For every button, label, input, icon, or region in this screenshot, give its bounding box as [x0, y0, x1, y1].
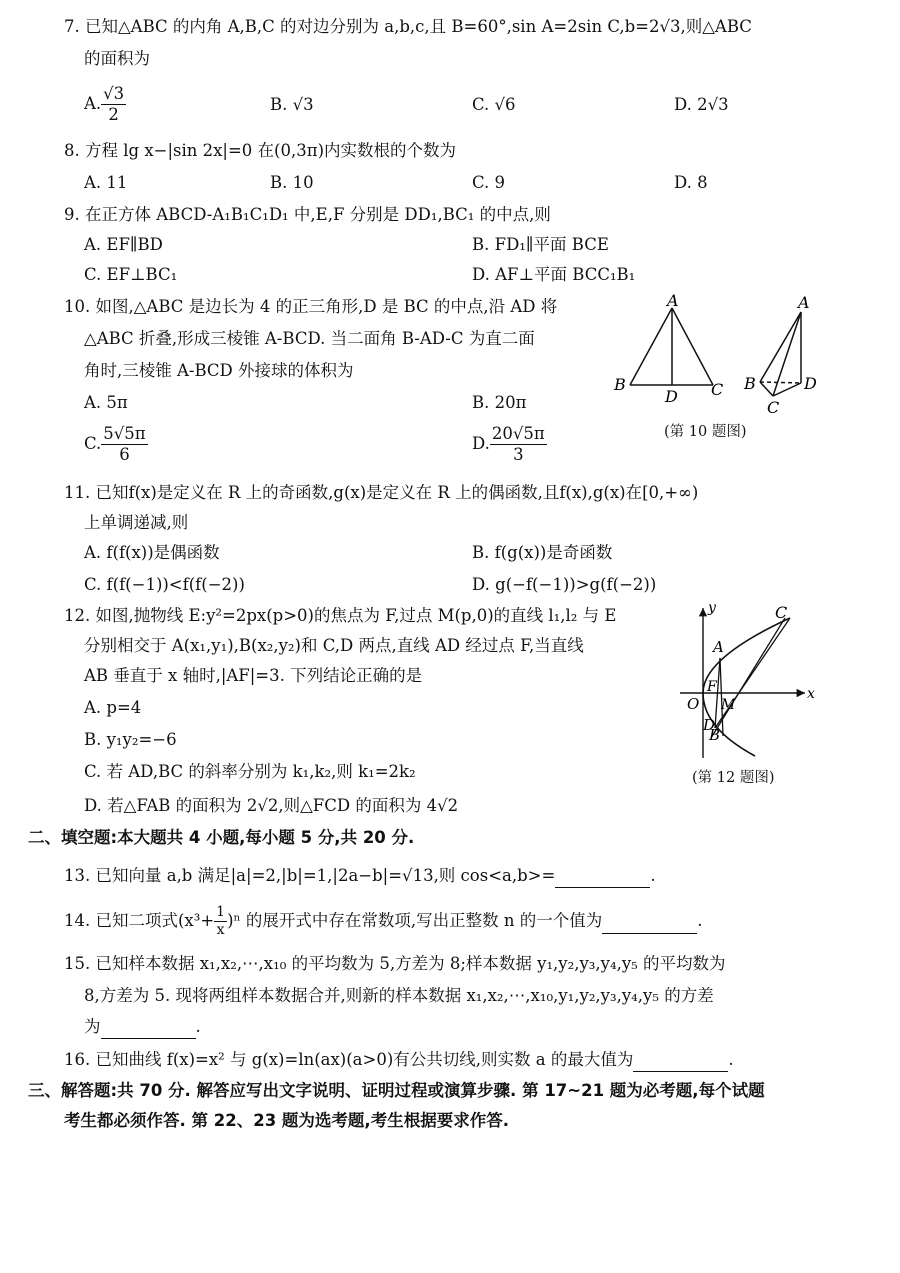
q10-flat-triangle	[630, 308, 713, 385]
q12-label-C: C	[775, 603, 788, 622]
section-3-heading-line1: 三、解答题:共 70 分. 解答应写出文字说明、证明过程或演算步骤. 第 17~21 题为必考题,每个试题	[28, 1081, 765, 1100]
q10-stem-line3: 角时,三棱锥 A-BCD 外接球的体积为	[84, 361, 354, 380]
q8-option-a: A. 11	[84, 173, 128, 192]
q10-c-label: C.	[84, 434, 102, 453]
q13-end: .	[650, 866, 656, 885]
q14-end: .	[697, 911, 703, 930]
q14-denominator: x	[216, 922, 225, 938]
q10-c-denominator: 6	[119, 445, 130, 464]
q8-option-b: B. 10	[270, 173, 314, 192]
q10-label-D1: D	[665, 387, 678, 406]
q10-option-a: A. 5π	[84, 393, 128, 412]
q9-option-a: A. EF∥BD	[84, 235, 163, 254]
q10-d-numerator: 20√5π	[491, 424, 545, 443]
q13-answer-blank[interactable]	[555, 865, 650, 888]
section-2-heading: 二、填空题:本大题共 4 小题,每小题 5 分,共 20 分.	[28, 828, 415, 847]
q14-pre: 14. 已知二项式(x³+	[64, 911, 215, 930]
q12-label-O: O	[687, 695, 700, 713]
q10-stem-line2: △ABC 折叠,形成三棱锥 A-BCD. 当二面角 B-AD-C 为直二面	[84, 329, 535, 348]
q7-option-a-label: A.	[84, 94, 102, 113]
q8-option-c: C. 9	[472, 173, 506, 192]
q10-c-fraction	[101, 424, 147, 465]
q12-option-d: D. 若△FAB 的面积为 2√2,则△FCD 的面积为 4√2	[84, 796, 459, 815]
q16-text: 16. 已知曲线 f(x)=x² 与 g(x)=ln(ax)(a>0)有公共切线,则实数 a 的最大值为	[64, 1050, 634, 1069]
q15-line2: 8,方差为 5. 现将两组样本数据合并,则新的样本数据 x₁,x₂,⋯,x₁₀,y₁,y₂,y₃,y₄,y₅ 的方差	[84, 986, 714, 1005]
q7-option-b: B. √3	[270, 95, 314, 114]
q16-answer-blank[interactable]	[633, 1049, 728, 1072]
q12-lines	[711, 618, 790, 738]
q7-a-denominator: 2	[108, 105, 119, 124]
q12-option-c: C. 若 AD,BC 的斜率分别为 k₁,k₂,则 k₁=2k₂	[84, 762, 416, 781]
q13-text: 13. 已知向量 a,b 满足|a|=2,|b|=1,|2a−b|=√13,则 cos<a,b>=	[64, 866, 556, 885]
q10-option-d	[472, 424, 547, 465]
q8-option-d: D. 8	[674, 173, 708, 192]
q10-option-c	[84, 424, 148, 465]
q10-c-numerator: 5√5π	[103, 424, 146, 443]
q9-option-d: D. AF⊥平面 BCC₁B₁	[472, 265, 636, 284]
q16-end: .	[728, 1050, 734, 1069]
q10-d-denominator: 3	[513, 445, 524, 464]
q14	[64, 904, 703, 939]
q10-figure	[605, 290, 835, 420]
q12-label-B: B	[709, 726, 721, 744]
q12-figure	[675, 598, 825, 768]
q12-label-A: A	[713, 638, 724, 656]
q11-option-d: D. g(−f(−1))>g(f(−2))	[472, 575, 657, 594]
q13	[64, 865, 656, 888]
q10-label-A1: A	[667, 291, 679, 310]
q10-label-D2: D	[804, 374, 817, 393]
q16	[64, 1049, 734, 1072]
q7-option-a-fraction	[101, 84, 126, 125]
section-3-heading-line2: 考生都必须作答. 第 22、23 题为选考题,考生根据要求作答.	[64, 1111, 509, 1130]
q15-line3-pre: 为	[84, 1017, 101, 1036]
q12-option-b: B. y₁y₂=−6	[84, 730, 177, 749]
q9-stem: 9. 在正方体 ABCD-A₁B₁C₁D₁ 中,E,F 分别是 DD₁,BC₁ 的中点,则	[64, 205, 551, 224]
q10-d-fraction	[490, 424, 547, 465]
q7-option-c: C. √6	[472, 95, 516, 114]
q7-stem-line2: 的面积为	[84, 49, 150, 68]
q15-line3	[84, 1016, 201, 1039]
q9-option-c: C. EF⊥BC₁	[84, 265, 178, 284]
q12-label-M: M	[721, 697, 736, 713]
q10-tetrahedron	[760, 312, 801, 396]
q10-stem-line1: 10. 如图,△ABC 是边长为 4 的正三角形,D 是 BC 的中点,沿 AD 将	[64, 297, 558, 316]
q10-label-C1: C	[711, 380, 724, 399]
q12-stem-line2: 分别相交于 A(x₁,y₁),B(x₂,y₂)和 C,D 两点,直线 AD 经过点 F,当直线	[84, 636, 584, 655]
q15-answer-blank[interactable]	[101, 1016, 196, 1039]
q14-numerator: 1	[216, 904, 226, 920]
q10-figure-caption: (第 10 题图)	[664, 424, 747, 440]
q8-stem: 8. 方程 lg x−|sin 2x|=0 在(0,3π)内实数根的个数为	[64, 141, 457, 160]
q12-axes	[680, 608, 805, 758]
q15-line1: 15. 已知样本数据 x₁,x₂,⋯,x₁₀ 的平均数为 5,方差为 8;样本数据 y₁,y₂,y₃,y₄,y₅ 的平均数为	[64, 954, 726, 973]
q11-option-b: B. f(g(x))是奇函数	[472, 543, 613, 562]
q7-a-numerator: √3	[103, 84, 125, 103]
q12-label-y: y	[708, 600, 716, 616]
q11-stem-line2: 上单调递减,则	[84, 513, 189, 532]
q7-option-d: D. 2√3	[674, 95, 729, 114]
q11-option-c: C. f(f(−1))<f(f(−2))	[84, 575, 245, 594]
q7-stem-line1: 7. 已知△ABC 的内角 A,B,C 的对边分别为 a,b,c,且 B=60°,sin A=2sin C,b=2√3,则△ABC	[64, 17, 752, 36]
q12-stem-line1: 12. 如图,抛物线 E:y²=2px(p>0)的焦点为 F,过点 M(p,0)的直线 l₁,l₂ 与 E	[64, 606, 617, 625]
q12-label-D: D	[703, 716, 716, 734]
q11-option-a: A. f(f(x))是偶函数	[84, 543, 220, 562]
q10-label-C2: C	[767, 398, 780, 417]
q10-label-B1: B	[614, 375, 626, 394]
q14-fraction	[214, 904, 227, 939]
q14-post: )ⁿ 的展开式中存在常数项,写出正整数 n 的一个值为	[227, 911, 603, 930]
q11-stem-line1: 11. 已知f(x)是定义在 R 上的奇函数,g(x)是定义在 R 上的偶函数,且f(x),g(x)在[0,+∞)	[64, 483, 699, 502]
q9-option-b: B. FD₁∥平面 BCE	[472, 235, 609, 254]
q14-answer-blank[interactable]	[602, 909, 697, 934]
q10-label-A2: A	[798, 293, 810, 312]
q7-option-a	[84, 84, 126, 125]
q10-option-b: B. 20π	[472, 393, 527, 412]
q12-label-x: x	[807, 686, 815, 702]
q10-label-B2: B	[744, 374, 756, 393]
q12-stem-line3: AB 垂直于 x 轴时,|AF|=3. 下列结论正确的是	[84, 666, 423, 685]
q12-label-F: F	[707, 679, 717, 695]
q15-end: .	[195, 1017, 201, 1036]
q10-d-label: D.	[472, 434, 490, 453]
q12-figure-caption: (第 12 题图)	[692, 770, 775, 786]
q12-option-a: A. p=4	[84, 698, 142, 717]
